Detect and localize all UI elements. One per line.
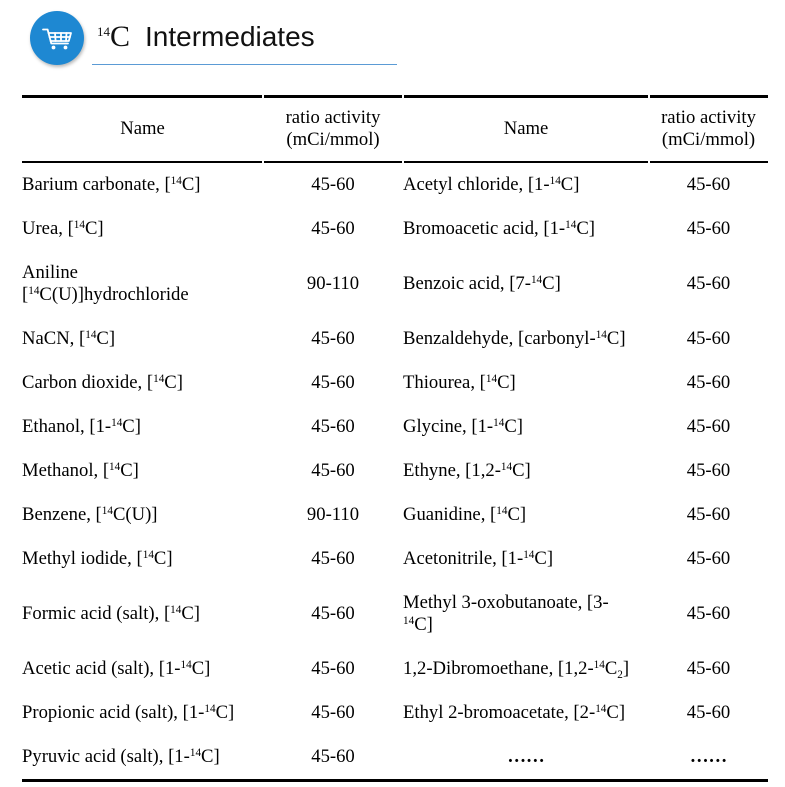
compound-name-cell bbox=[22, 493, 263, 537]
compound-name-text: …… bbox=[507, 746, 545, 767]
isotope-mass-superscript: 14 bbox=[170, 603, 182, 616]
ratio-activity-cell: 90-110 bbox=[306, 504, 360, 525]
compound-name-cell bbox=[22, 251, 263, 317]
compound-name-text: Benzaldehyde, [carbonyl- bbox=[403, 328, 596, 349]
compound-name-text: C] bbox=[181, 174, 201, 195]
ratio-activity-cell: 45-60 bbox=[686, 603, 731, 624]
compound-name-text: C] bbox=[497, 372, 516, 393]
ratio-activity-cell: 45-60 bbox=[686, 372, 731, 393]
ratio-activity-cell: 45-60 bbox=[311, 328, 355, 349]
ratio-activity-cell: 45-60 bbox=[686, 416, 731, 437]
ratio-activity-cell: 45-60 bbox=[686, 702, 731, 723]
compound-name-text: Barium carbonate, [ bbox=[22, 174, 171, 195]
title-isotope-superscript: 14 bbox=[97, 24, 110, 39]
isotope-mass-superscript: 14 bbox=[530, 273, 543, 286]
ratio-activity-cell: 45-60 bbox=[311, 603, 355, 624]
ratio-activity-cell: 45-60 bbox=[686, 504, 731, 525]
compound-name-text: C] bbox=[215, 702, 235, 723]
compound-name-text: C] bbox=[512, 460, 531, 481]
compound-name-text: C bbox=[604, 658, 618, 679]
table-header bbox=[22, 95, 768, 163]
table-row bbox=[22, 317, 768, 361]
compound-name-text: Urea, [ bbox=[22, 218, 74, 239]
compound-name-cell bbox=[22, 163, 263, 207]
compound-name bbox=[22, 658, 242, 680]
ratio-activity-cell: 45-60 bbox=[686, 328, 731, 349]
ratio-activity-cell: 45-60 bbox=[686, 174, 731, 195]
table-row bbox=[22, 647, 768, 691]
isotope-mass-superscript: 14 bbox=[101, 504, 113, 517]
column-header-ratio-activity: ratio activity (mCi/mmol) bbox=[649, 95, 768, 163]
compound-name bbox=[22, 603, 242, 625]
compound-name-text: Guanidine, [ bbox=[403, 504, 497, 525]
table-row bbox=[22, 251, 768, 317]
compound-name-text: C] bbox=[414, 614, 433, 635]
compound-name-cell bbox=[403, 691, 649, 735]
ratio-activity-cell: 45-60 bbox=[686, 273, 731, 294]
table-row bbox=[22, 405, 768, 449]
compound-name bbox=[22, 702, 242, 724]
compound-name-text: C(U)] bbox=[112, 504, 158, 525]
compound-name-text: C] bbox=[504, 416, 523, 437]
isotope-mass-superscript: 14 bbox=[85, 328, 97, 341]
ratio-activity-cell: 45-60 bbox=[311, 372, 355, 393]
compound-name-cell bbox=[403, 405, 649, 449]
compound-name-cell bbox=[22, 449, 263, 493]
compound-name bbox=[22, 548, 242, 570]
table-row bbox=[22, 537, 768, 581]
compound-name-cell bbox=[403, 163, 649, 207]
compound-name-text: Benzoic acid, [7- bbox=[403, 273, 531, 294]
compound-name-cell bbox=[403, 449, 649, 493]
compound-name-text: Ethyne, [1,2- bbox=[403, 460, 501, 481]
compound-name-text: C] bbox=[606, 702, 626, 723]
compound-name-cell bbox=[403, 207, 649, 251]
compound-name bbox=[403, 273, 634, 295]
compound-name bbox=[403, 702, 634, 724]
compound-name bbox=[403, 174, 634, 196]
compound-name-text: Methyl iodide, [ bbox=[22, 548, 143, 569]
ratio-activity-cell: 45-60 bbox=[311, 460, 355, 481]
isotope-mass-superscript: 14 bbox=[595, 702, 607, 715]
compound-name-text: C] bbox=[153, 548, 173, 569]
compound-name-text: Propionic acid (salt), [1- bbox=[22, 702, 205, 723]
icon-badge-circle bbox=[30, 11, 84, 65]
compound-name-text: C] bbox=[122, 416, 141, 437]
table-row bbox=[22, 207, 768, 251]
compound-name bbox=[22, 460, 242, 482]
isotope-mass-superscript: 14 bbox=[142, 548, 154, 561]
compound-name-cell bbox=[403, 251, 649, 317]
isotope-mass-superscript: 14 bbox=[500, 460, 513, 473]
table-row bbox=[22, 163, 768, 207]
compound-name-cell bbox=[403, 537, 649, 581]
compound-name bbox=[22, 372, 242, 394]
compound-name bbox=[22, 218, 242, 240]
compound-name-cell bbox=[22, 317, 263, 361]
compound-name-cell bbox=[22, 691, 263, 735]
isotope-mass-superscript: 14 bbox=[549, 174, 561, 187]
compound-name bbox=[403, 372, 634, 394]
ratio-activity-cell: 45-60 bbox=[686, 460, 731, 481]
compound-name-text: Acetyl chloride, [1- bbox=[403, 174, 550, 195]
compound-name-text: ] bbox=[622, 658, 630, 679]
table-row bbox=[22, 493, 768, 537]
isotope-mass-superscript: 14 bbox=[565, 218, 577, 231]
compound-name-text: Acetic acid (salt), [1- bbox=[22, 658, 181, 679]
intermediates-table bbox=[22, 95, 768, 782]
shopping-cart-icon bbox=[29, 10, 85, 66]
title-element-symbol: C bbox=[110, 20, 131, 53]
compound-name-text: C] bbox=[560, 174, 580, 195]
isotope-mass-superscript: 14 bbox=[403, 614, 415, 627]
compound-name-text: C] bbox=[181, 603, 201, 624]
compound-name-text: Acetonitrile, [1- bbox=[403, 548, 524, 569]
compound-name-cell bbox=[403, 361, 649, 405]
isotope-mass-superscript: 14 bbox=[189, 746, 202, 759]
compound-name-text: C] bbox=[164, 372, 183, 393]
isotope-mass-superscript: 14 bbox=[204, 702, 216, 715]
table-header-row bbox=[22, 95, 768, 163]
ratio-activity-cell: 45-60 bbox=[686, 218, 731, 239]
ratio-activity-cell: 45-60 bbox=[311, 702, 355, 723]
ratio-activity-cell: 45-60 bbox=[311, 174, 355, 195]
compound-name-text: C] bbox=[84, 218, 104, 239]
compound-name-text: C] bbox=[120, 460, 139, 481]
table-row bbox=[22, 581, 768, 647]
compound-name-cell bbox=[22, 735, 263, 782]
compound-name-text: C(U)]hydrochloride bbox=[39, 284, 189, 305]
isotope-mass-superscript: 14 bbox=[170, 174, 182, 187]
isotope-mass-superscript: 14 bbox=[28, 284, 40, 297]
isotope-mass-superscript: 14 bbox=[593, 658, 605, 671]
table-row bbox=[22, 691, 768, 735]
compound-name bbox=[22, 262, 242, 306]
compound-name-text: Ethyl 2-bromoacetate, [2- bbox=[403, 702, 596, 723]
atom-count-subscript: 2 bbox=[617, 668, 623, 681]
compound-name-cell bbox=[22, 361, 263, 405]
compound-name bbox=[22, 328, 242, 350]
compound-name-cell bbox=[403, 735, 649, 782]
compound-name-cell bbox=[22, 581, 263, 647]
compound-name-text: C] bbox=[96, 328, 116, 349]
compound-name-text: Thiourea, [ bbox=[403, 372, 486, 393]
compound-name-text: Formic acid (salt), [ bbox=[22, 603, 171, 624]
compound-name bbox=[22, 746, 242, 768]
compound-name-cell bbox=[403, 647, 649, 691]
compound-name bbox=[22, 504, 242, 526]
compound-name bbox=[403, 328, 634, 350]
compound-name bbox=[403, 548, 634, 570]
isotope-mass-superscript: 14 bbox=[485, 372, 498, 385]
table-row bbox=[22, 449, 768, 493]
compound-name bbox=[403, 416, 634, 438]
compound-name-text: C] bbox=[201, 746, 220, 767]
ratio-activity-cell: 45-60 bbox=[686, 658, 731, 679]
compound-name bbox=[22, 174, 242, 196]
compound-name-text: Bromoacetic acid, [1- bbox=[403, 218, 566, 239]
compound-name bbox=[403, 504, 634, 526]
ratio-activity-cell: 45-60 bbox=[311, 548, 355, 569]
compound-name-text: C] bbox=[542, 273, 561, 294]
isotope-mass-superscript: 14 bbox=[111, 416, 123, 429]
compound-name-text: Ethanol, [1- bbox=[22, 416, 112, 437]
compound-name bbox=[403, 592, 634, 636]
compound-name bbox=[403, 218, 634, 240]
isotope-mass-superscript: 14 bbox=[109, 460, 121, 473]
compound-name-text: C] bbox=[606, 328, 626, 349]
column-header-name: Name bbox=[22, 95, 263, 163]
isotope-mass-superscript: 14 bbox=[523, 548, 535, 561]
column-header-name: Name bbox=[403, 95, 649, 163]
compound-name-text: C] bbox=[576, 218, 595, 239]
ratio-activity-cell: 45-60 bbox=[311, 658, 355, 679]
compound-name-cell bbox=[403, 317, 649, 361]
compound-name bbox=[403, 746, 649, 768]
table-body bbox=[22, 163, 768, 782]
isotope-mass-superscript: 14 bbox=[180, 658, 192, 671]
table-row bbox=[22, 361, 768, 405]
page-title bbox=[97, 18, 315, 56]
ratio-activity-cell: 45-60 bbox=[686, 548, 731, 569]
compound-name-text: Aniline [ bbox=[22, 262, 78, 305]
compound-name-text: C] bbox=[534, 548, 554, 569]
compound-name-text: Methyl 3-oxobutanoate, [3- bbox=[403, 592, 609, 613]
compound-name-text: NaCN, [ bbox=[22, 328, 86, 349]
compound-name-text: Pyruvic acid (salt), [1- bbox=[22, 746, 190, 767]
compound-name-cell bbox=[403, 581, 649, 647]
ratio-activity-cell: …… bbox=[649, 735, 768, 782]
compound-name-text: 1,2-Dibromoethane, [1,2- bbox=[403, 658, 594, 679]
title-underline bbox=[92, 64, 397, 65]
compound-name-text: Carbon dioxide, [ bbox=[22, 372, 154, 393]
ratio-activity-cell: 90-110 bbox=[306, 273, 360, 294]
compound-name-text: Benzene, [ bbox=[22, 504, 102, 525]
ratio-activity-cell: 45-60 bbox=[311, 416, 355, 437]
compound-name bbox=[22, 416, 242, 438]
compound-name-text: C] bbox=[191, 658, 211, 679]
column-header-ratio-activity: ratio activity (mCi/mmol) bbox=[263, 95, 403, 163]
compound-name bbox=[403, 460, 634, 482]
compound-name-cell bbox=[22, 405, 263, 449]
compound-name bbox=[403, 658, 634, 680]
compound-name-text: C] bbox=[507, 504, 527, 525]
isotope-mass-superscript: 14 bbox=[496, 504, 508, 517]
compound-name-cell bbox=[403, 493, 649, 537]
compound-name-text: Methanol, [ bbox=[22, 460, 110, 481]
isotope-mass-superscript: 14 bbox=[73, 218, 85, 231]
isotope-mass-superscript: 14 bbox=[493, 416, 505, 429]
compound-name-cell bbox=[22, 537, 263, 581]
ratio-activity-cell: 45-60 bbox=[311, 218, 355, 239]
title-text: Intermediates bbox=[145, 21, 315, 52]
compound-name-cell bbox=[22, 207, 263, 251]
compound-name-cell bbox=[22, 647, 263, 691]
compound-name-text: Glycine, [1- bbox=[403, 416, 494, 437]
isotope-mass-superscript: 14 bbox=[153, 372, 165, 385]
isotope-mass-superscript: 14 bbox=[595, 328, 607, 341]
table-row bbox=[22, 735, 768, 782]
ratio-activity-cell: 45-60 bbox=[263, 735, 403, 782]
